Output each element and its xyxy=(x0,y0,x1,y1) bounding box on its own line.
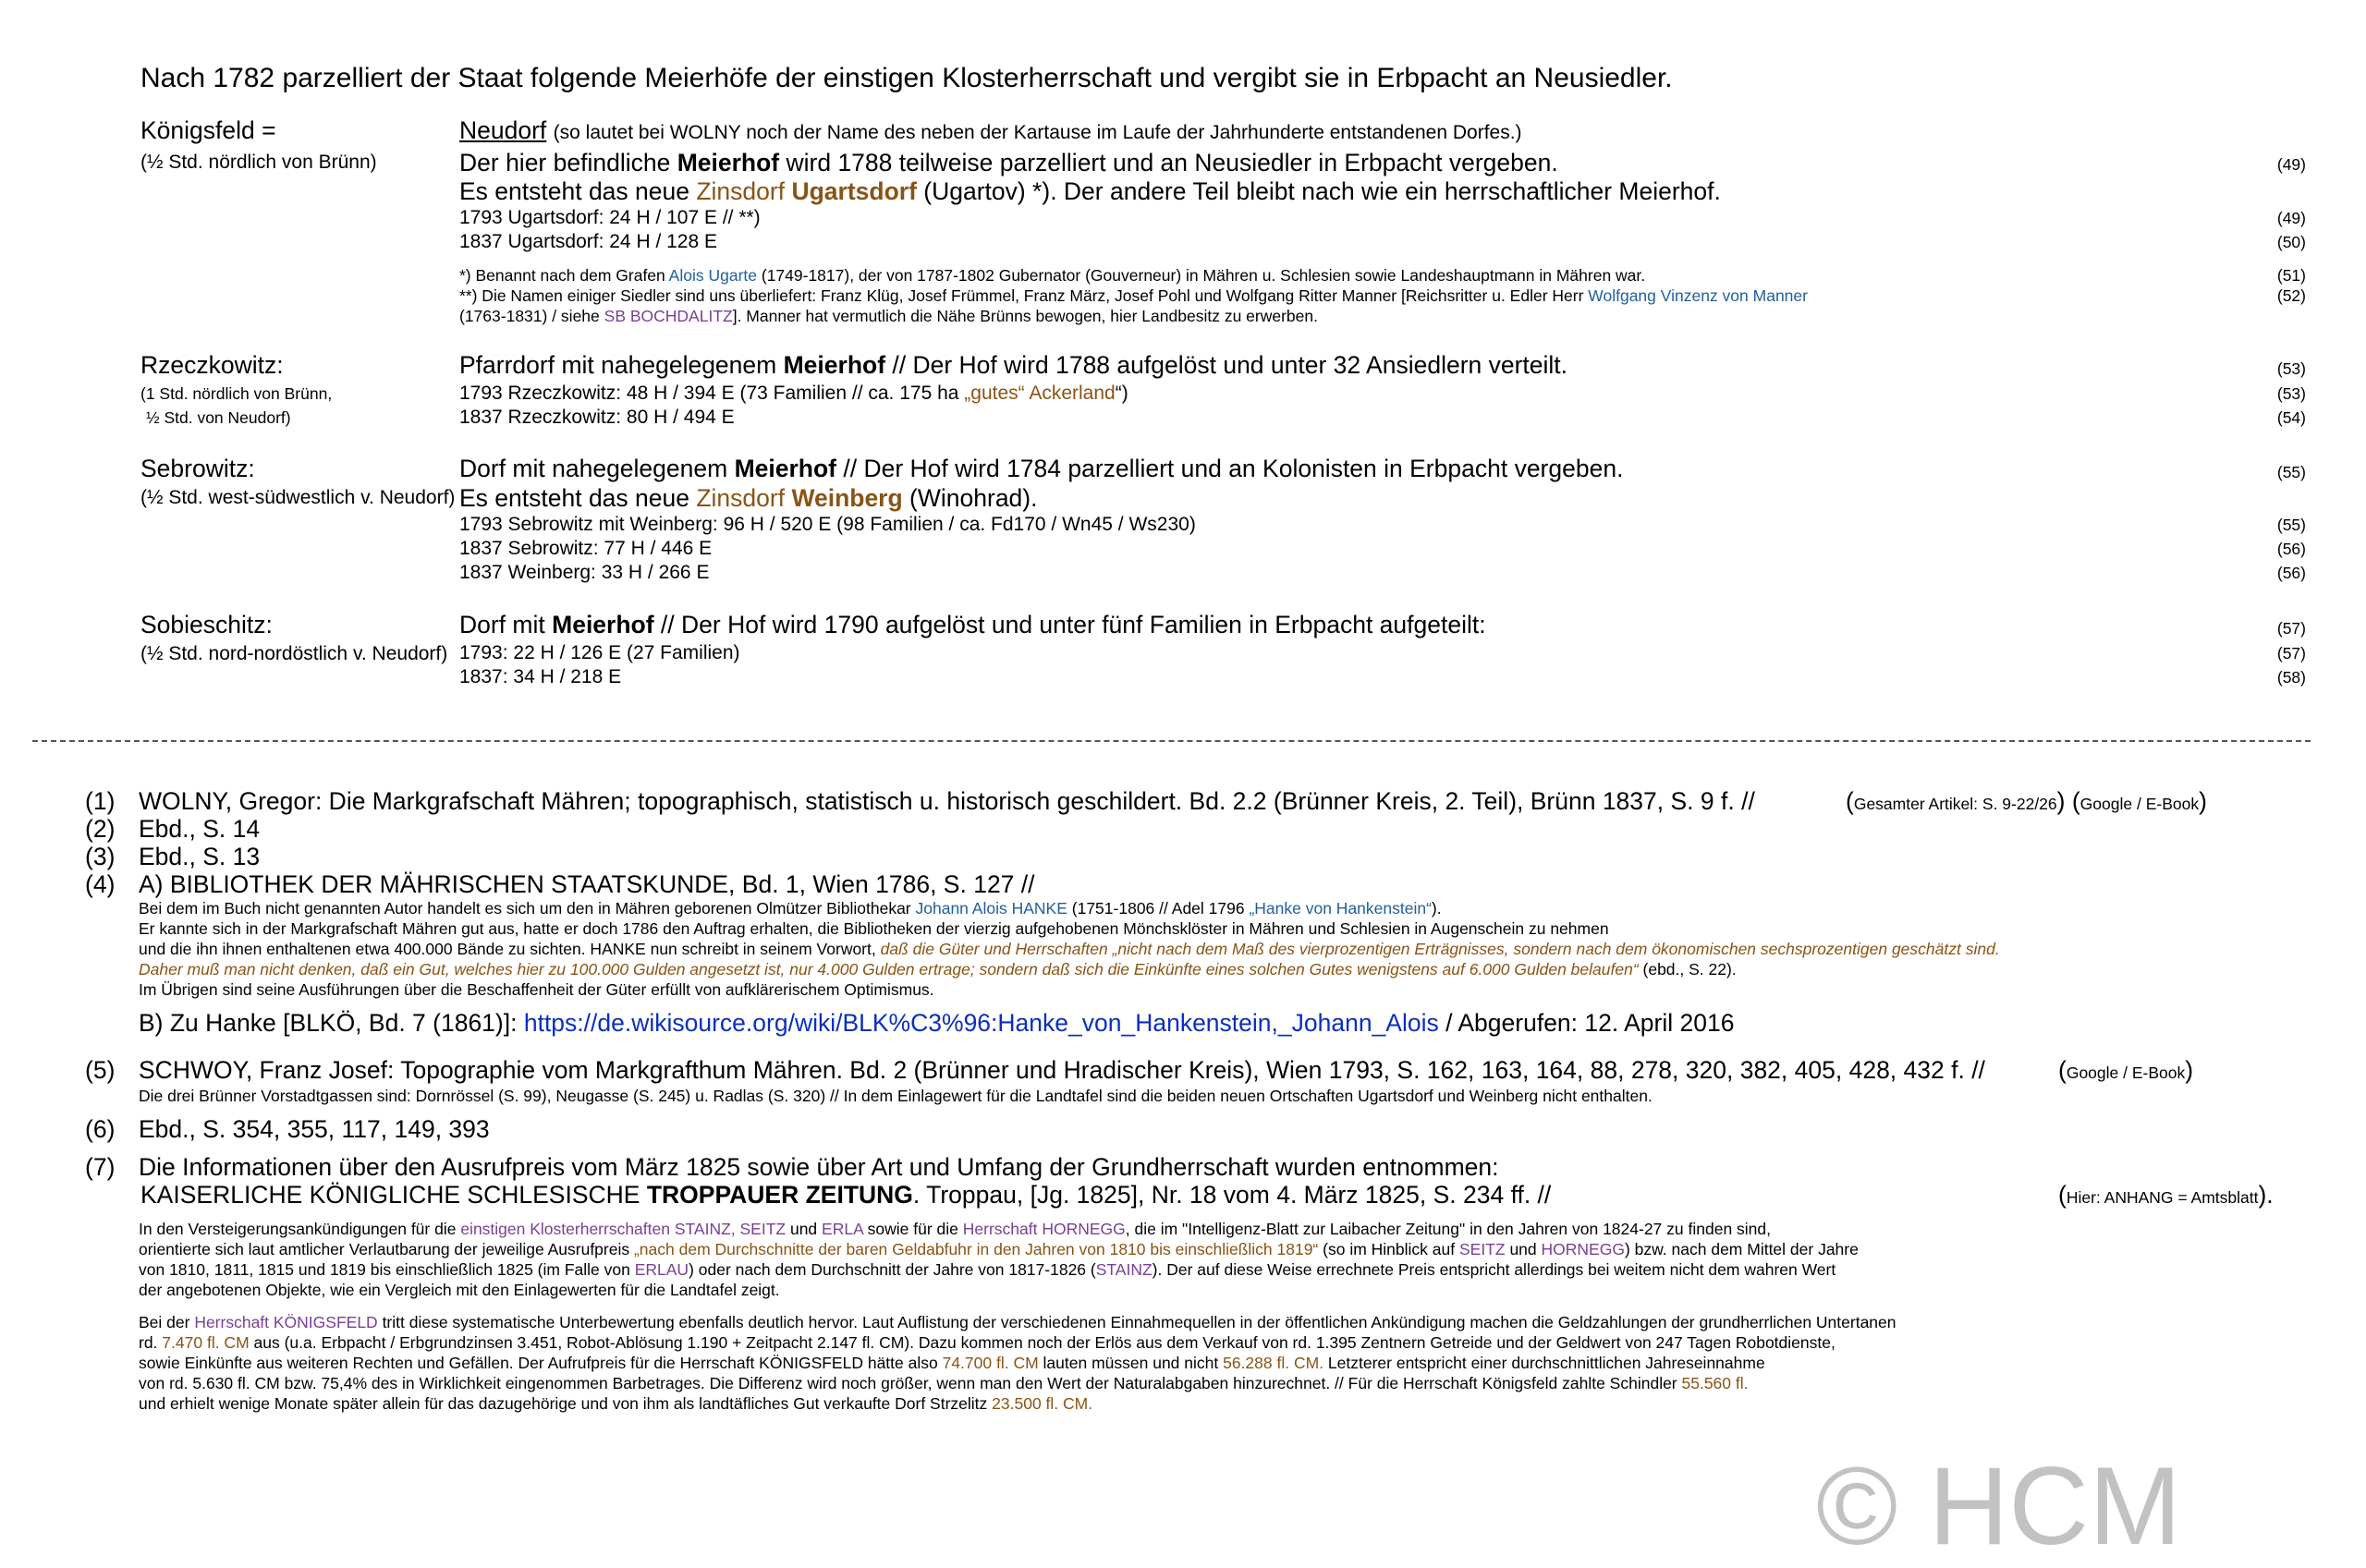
ref-4-line-1: Bei dem im Buch nicht genannten Autor handelt es sich um den in Mähren geborenen Olmützer Bibliothekar Johann Alois HANKE (1751-1806 // Adel 1796 „Hanke von Hankenstein“). xyxy=(139,899,1442,918)
copyright-watermark: © HCM xyxy=(1816,1444,2182,1568)
place-name-sebrowitz: Sebrowitz: xyxy=(140,455,255,482)
footnote-ugarte: *) Benannt nach dem Grafen Alois Ugarte (1749-1817), der von 1787-1802 Gubernator (Gouverneur) in Mähren u. Schlesien sowie Landeshauptmann in Mähren war. xyxy=(459,266,1646,285)
ref-7-side: (Hier: ANHANG = Amtsblatt). xyxy=(2058,1181,2274,1209)
place-name-koenigsfeld: Königsfeld = xyxy=(140,116,276,144)
page-note-49a: (49) xyxy=(2276,155,2306,174)
ref-3-text: Ebd., S. 13 xyxy=(139,843,261,870)
sebrowitz-line-3: 1793 Sebrowitz mit Weinberg: 96 H / 520 E (98 Familien / ca. Fd170 / Wn45 / Ws230) xyxy=(459,514,1196,535)
page-note-58: (58) xyxy=(2276,668,2306,687)
bochdalitz-link[interactable]: SB BOCHDALITZ xyxy=(604,307,733,325)
ref-1-article-link[interactable]: Gesamter Artikel: S. 9-22/26 xyxy=(1853,795,2057,813)
koenigsfeld-line-1: Der hier befindliche Meierhof wird 1788 teilweise parzelliert und an Neusiedler in Erbpacht vergeben. xyxy=(459,149,1558,176)
page-note-50: (50) xyxy=(2276,233,2306,251)
rzeczkowitz-line-1: Pfarrdorf mit nahegelegenem Meierhof // Der Hof wird 1788 aufgelöst und unter 32 Ansiedlern verteilt. xyxy=(459,351,1568,379)
place-note-sobieschitz: (½ Std. nord-nordöstlich v. Neudorf) xyxy=(140,643,448,664)
page-note-56a: (56) xyxy=(2276,540,2306,558)
section-divider xyxy=(32,740,2311,742)
page-note-57b: (57) xyxy=(2276,644,2306,662)
ref-7-para-2-line-3: sowie Einkünfte aus weiteren Rechten und Gefällen. Der Aufrufpreis für die Herrschaft KÖNIGSFELD hätte also 74.700 fl. CM lauten müssen und nicht 56.288 fl. CM. Letzterer entspricht einer durchschnittlichen Jahreseinnahme xyxy=(139,1354,1765,1372)
rzeczkowitz-line-3: 1837 Rzeczkowitz: 80 H / 494 E xyxy=(459,407,735,428)
ref-4-line-5: Im Übrigen sind seine Ausführungen über die Beschaffenheit der Güter erfüllt von aufklärerischem Optimismus. xyxy=(139,980,934,999)
ref-4-b: B) Zu Hanke [BLKÖ, Bd. 7 (1861)]: https://de.wikisource.org/wiki/BLK%C3%96:Hanke_von_Hankenstein,_Johann_Alois / Abgerufen: 12. April 2016 xyxy=(139,1009,1735,1037)
ref-7-para-2-line-5: und erhielt wenige Monate später allein für das dazugehörige und von ihm als landtäfliches Gut verkaufte Dorf Strzelitz 23.500 fl. CM. xyxy=(139,1394,1093,1413)
ref-7-para-1-line-4: der angebotenen Objekte, wie ein Vergleich mit den Einlagewerten für die Landtafel zeigt. xyxy=(139,1281,780,1299)
rzeczkowitz-line-2: 1793 Rzeczkowitz: 48 H / 394 E (73 Familien // ca. 175 ha „gutes“ Ackerland“) xyxy=(459,383,1128,404)
place-note-koenigsfeld: (½ Std. nördlich von Brünn) xyxy=(140,152,377,173)
place-note-rzeczkowitz-1: (1 Std. nördlich von Brünn, xyxy=(140,384,333,403)
ref-7-annex-link[interactable]: Hier: ANHANG = Amtsblatt xyxy=(2066,1188,2259,1207)
ref-5-sub: Die drei Brünner Vorstadtgassen sind: Dornrössel (S. 99), Neugasse (S. 245) u. Radlas (S. 320) // In dem Einlagewert für die Landtafel sind die beiden neuen Ortschaften Ugartsdorf und Weinberg nicht enthalten. xyxy=(139,1087,1653,1105)
koenigsfeld-title: Neudorf (so lautet bei WOLNY noch der Name des neben der Kartause im Laufe der Jahrhunderte entstandenen Dorfes.) xyxy=(459,116,1522,144)
place-note-rzeczkowitz-2: ½ Std. von Neudorf) xyxy=(146,408,291,427)
wikisource-link[interactable]: https://de.wikisource.org/wiki/BLK%C3%96:Hanke_von_Hankenstein,_Johann_Alois xyxy=(523,1009,1439,1037)
sobieschitz-line-3: 1837: 34 H / 218 E xyxy=(459,666,622,687)
ref-7-text: Die Informationen über den Ausrufpreis vom März 1825 sowie über Art und Umfang der Grundherrschaft wurden entnommen: xyxy=(139,1153,1499,1181)
ref-4-line-4: Daher muß man nicht denken, daß ein Gut, welches hier zu 100.000 Gulden angesetzt ist, nur 4.000 Gulden ertrage; sondern daß sich die Einkünfte eines solchen Gutes wenigstens auf 6.000 Gulden belaufen“ (ebd., S. 22). xyxy=(139,960,1737,978)
ref-7-para-2-line-1: Bei der Herrschaft KÖNIGSFELD tritt diese systematische Unterbewertung ebenfalls deutlich hervor. Laut Auflistung der verschiedenen Einnahmequellen in der öffentlichen Ankündigung machen die Geldzahlungen der grundherrlichen Untertanen xyxy=(139,1313,1896,1331)
footnote-settlers-cont: (1763-1831) / siehe SB BOCHDALITZ]. Manner hat vermutlich die Nähe Brünns bewogen, hier Landbesitz zu erwerben. xyxy=(459,307,1318,325)
ref-5-text: SCHWOY, Franz Josef: Topographie vom Markgrafthum Mähren. Bd. 2 (Brünner und Hradischer Kreis), Wien 1793, S. 162, 163, 164, 88, 278, 320, 382, 405, 428, 432 f. // xyxy=(139,1056,1985,1084)
ref-7-para-2-line-4: von rd. 5.630 fl. CM bzw. 75,4% des in Wirklichkeit eingenommen Barbetrages. Die Differenz wird noch größer, wenn man den Wert der Naturalabgaben hinzurechnet. // Für die Herrschaft Königsfeld zahlte Schindler 55.560 fl. xyxy=(139,1374,1749,1392)
neudorf-link[interactable]: Neudorf xyxy=(459,116,547,144)
koenigsfeld-line-2: Es entsteht das neue Zinsdorf Ugartsdorf (Ugartov) *). Der andere Teil bleibt nach wie ein herrschaftlicher Meierhof. xyxy=(459,177,1721,205)
ref-7-para-1-line-3: von 1810, 1811, 1815 und 1819 bis einschließlich 1825 (im Falle von ERLAU) oder nach dem Durchschnitt der Jahre von 1817-1826 (STAINZ). Der auf diese Weise errechnete Preis entspricht allerdings bei weitem nicht dem wahren Wert xyxy=(139,1260,1836,1279)
sobieschitz-line-2: 1793: 22 H / 126 E (27 Familien) xyxy=(459,642,740,663)
ref-6-number: (6) xyxy=(85,1115,116,1143)
ref-1-text: WOLNY, Gregor: Die Markgrafschaft Mähren; topographisch, statistisch u. historisch geschildert. Bd. 2.2 (Brünner Kreis, 2. Teil), Brünn 1837, S. 9 f. // xyxy=(139,787,1755,815)
page-note-51: (51) xyxy=(2276,266,2306,285)
ref-7-para-1-line-2: orientierte sich laut amtlicher Verlautbarung der jeweilige Ausrufpreis „nach dem Durchschnitte der baren Geldabfuhr in den Jahren von 1810 bis einschließlich 1819“ (so im Hinblick auf SEITZ und HORNEGG) bzw. nach dem Mittel der Jahre xyxy=(139,1240,1859,1258)
page-note-55b: (55) xyxy=(2276,516,2306,534)
ref-4-text: A) BIBLIOTHEK DER MÄHRISCHEN STAATSKUNDE, Bd. 1, Wien 1786, S. 127 // xyxy=(139,870,1035,898)
ref-6-text: Ebd., S. 354, 355, 117, 149, 393 xyxy=(139,1115,490,1143)
sebrowitz-line-1: Dorf mit nahegelegenem Meierhof // Der Hof wird 1784 parzelliert und an Kolonisten in Erbpacht vergeben. xyxy=(459,455,1624,482)
ref-4-line-2: Er kannte sich in der Markgrafschaft Mähren gut aus, hatte er doch 1786 den Auftrag erhalten, die Bibliotheken der vierzig aufgehobenen Mönchsklöster in Mähren und Schlesien in Augenschein zu nehmen xyxy=(139,919,1609,938)
sebrowitz-line-2: Es entsteht das neue Zinsdorf Weinberg (Winohrad). xyxy=(459,484,1038,512)
ref-2-text: Ebd., S. 14 xyxy=(139,815,261,843)
page-note-54: (54) xyxy=(2276,408,2306,427)
place-name-rzeczkowitz: Rzeczkowitz: xyxy=(140,351,284,379)
ugarte-link[interactable]: Alois Ugarte xyxy=(668,266,757,285)
hanke-link[interactable]: Johann Alois HANKE xyxy=(915,899,1067,918)
ref-5-side: (Google / E-Book) xyxy=(2058,1056,2194,1084)
koenigsfeld-line-4: 1837 Ugartsdorf: 24 H / 128 E xyxy=(459,231,717,252)
page-heading: Nach 1782 parzelliert der Staat folgende Meierhöfe der einstigen Klosterherrschaft und vergibt sie in Erbpacht an Neusiedler. xyxy=(140,63,1673,93)
ref-5-number: (5) xyxy=(85,1056,116,1084)
koenigsfeld-line-3: 1793 Ugartsdorf: 24 H / 107 E // **) xyxy=(459,207,761,228)
ref-1-number: (1) xyxy=(85,787,116,815)
page-note-57a: (57) xyxy=(2276,619,2306,638)
page-note-53b: (53) xyxy=(2276,384,2306,403)
ref-1-google-link[interactable]: Google / E-Book xyxy=(2079,795,2200,813)
ref-2-number: (2) xyxy=(85,815,116,843)
ref-3-number: (3) xyxy=(85,843,116,870)
manner-link[interactable]: Wolfgang Vinzenz von Manner xyxy=(1588,286,1808,305)
ref-7-number: (7) xyxy=(85,1153,116,1181)
ref-7-para-2-line-2: rd. 7.470 fl. CM aus (u.a. Erbpacht / Erbgrundzinsen 3.451, Robot-Ablösung 1.190 + Zeitpacht 2.147 fl. CM). Dazu kommen noch der Erlös aus dem Verkauf von rd. 1.395 Zentnern Getreide und der Geldwert von 247 Tagen Robotdienste, xyxy=(139,1333,1835,1352)
ref-1-side: (Gesamter Artikel: S. 9-22/26) (Google / E-Book) xyxy=(1846,787,2207,815)
page-note-55a: (55) xyxy=(2276,463,2306,481)
place-note-sebrowitz: (½ Std. west-südwestlich v. Neudorf) xyxy=(140,487,456,508)
sebrowitz-line-5: 1837 Weinberg: 33 H / 266 E xyxy=(459,562,710,583)
footnote-settlers: **) Die Namen einiger Siedler sind uns überliefert: Franz Klüg, Josef Frümmel, Franz März, Josef Pohl und Wolfgang Ritter Manner [Reichsritter u. Edler Herr Wolfgang Vinzenz von Manner xyxy=(459,286,1808,305)
ref-7-source: KAISERLICHE KÖNIGLICHE SCHLESISCHE TROPPAUER ZEITUNG. Troppau, [Jg. 1825], Nr. 18 vom 4. März 1825, S. 234 ff. // xyxy=(140,1181,1552,1209)
page-note-49b: (49) xyxy=(2276,209,2306,227)
page-note-53a: (53) xyxy=(2276,359,2306,378)
ref-5-google-link[interactable]: Google / E-Book xyxy=(2066,1064,2186,1082)
place-name-sobieschitz: Sobieschitz: xyxy=(140,611,273,638)
page-note-52: (52) xyxy=(2276,286,2306,305)
sobieschitz-line-1: Dorf mit Meierhof // Der Hof wird 1790 aufgelöst und unter fünf Familien in Erbpacht aufgeteilt: xyxy=(459,611,1486,638)
ref-4-number: (4) xyxy=(85,870,116,898)
ref-7-para-1-line-1: In den Versteigerungsankündigungen für die einstigen Klosterherrschaften STAINZ, SEITZ und ERLA sowie für die Herrschaft HORNEGG, die im "Intelligenz-Blatt zur Laibacher Zeitung" in den Jahren von 1824-27 zu finden sind, xyxy=(139,1220,1772,1238)
ref-4-line-3: und die ihn ihnen enthaltenen etwa 400.000 Bände zu sichten. HANKE nun schreibt in seinem Vorwort, daß die Güter und Herrschaften „nicht nach dem Maß des vierprozentigen Erträgnisses, sondern nach dem ökonomischen sechsprozentigen geschätzt sind. xyxy=(139,940,2000,958)
sebrowitz-line-4: 1837 Sebrowitz: 77 H / 446 E xyxy=(459,538,713,559)
page-note-56b: (56) xyxy=(2276,564,2306,582)
